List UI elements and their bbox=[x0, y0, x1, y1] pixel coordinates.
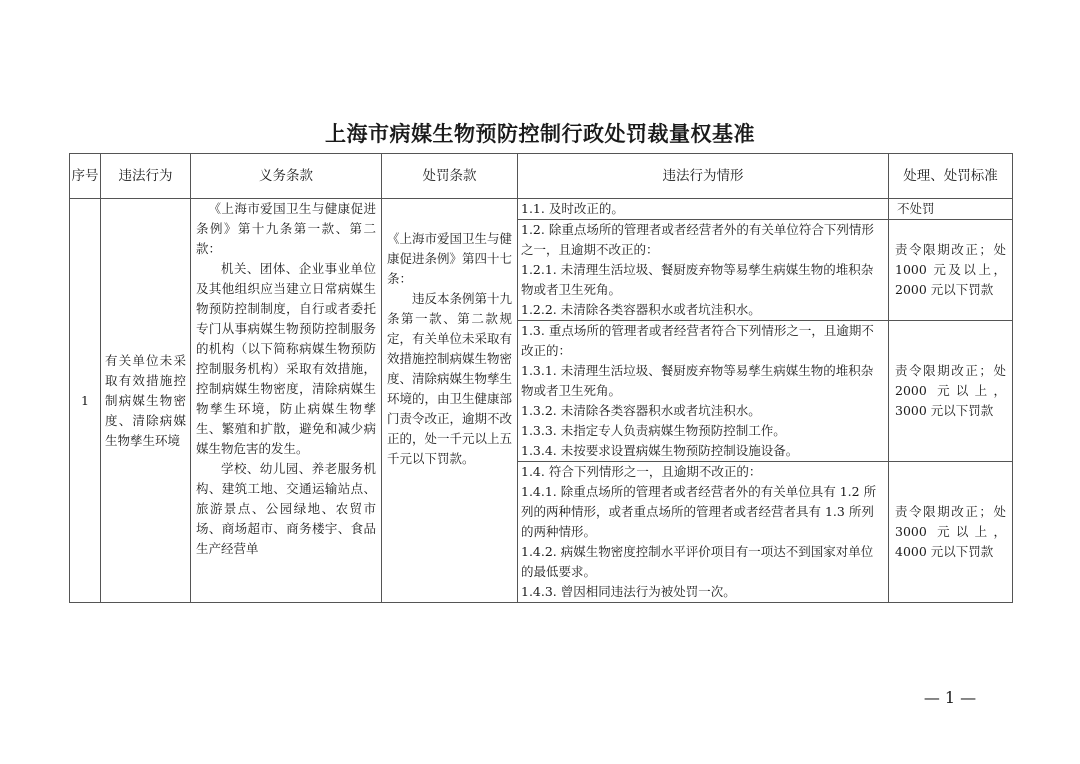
table-row bbox=[70, 199, 1013, 220]
circumstance-line: 1.4.3. 曾因相同违法行为被处罚一次。 bbox=[521, 584, 736, 599]
header-violation: 违法行为 bbox=[101, 154, 191, 199]
header-duty: 义务条款 bbox=[191, 154, 382, 199]
document-title: 上海市病媒生物预防控制行政处罚裁量权基准 bbox=[325, 122, 755, 146]
circumstance-line: 1.4. 符合下列情形之一，且逾期不改正的： bbox=[521, 464, 762, 479]
duty-paragraph-1: 《上海市爱国卫生与健康促进条例》第十九条第一款、第二款： bbox=[196, 201, 376, 256]
duty-paragraph-2: 机关、团体、企业事业单位及其他组织应当建立日常病媒生物预防控制制度，自行或者委托专门从事病媒生物预防控制服务的机构（以下简称病媒生物预防控制服务机构）采取有效措施，控制病媒生物密度，清除病媒生物孳生环境，防止病媒生物孳生、繁殖和扩散，避免和减少病媒生物危害的发生。 bbox=[196, 261, 376, 456]
penalty-table bbox=[69, 153, 1013, 603]
standard-cell-2: 责令限期改正；处 1000 元及以上，2000 元以下罚款 bbox=[889, 220, 1013, 321]
standard-cell-4: 责令限期改正；处3000 元以上，4000 元以下罚款 bbox=[889, 462, 1013, 603]
circumstance-cell-2 bbox=[518, 220, 889, 321]
page-number: — 1 — bbox=[923, 688, 977, 707]
circumstance-line: 1.3.1. 未清理生活垃圾、餐厨废弃物等易孳生病媒生物的堆积杂物或者卫生死角。 bbox=[521, 363, 874, 398]
circumstance-line: 1.2.1. 未清理生活垃圾、餐厨废弃物等易孳生病媒生物的堆积杂物或者卫生死角。 bbox=[521, 262, 874, 297]
circumstance-line: 1.2.2. 未清除各类容器积水或者坑洼积水。 bbox=[521, 302, 761, 317]
penalty-paragraph-2: 违反本条例第十九条第一款、第二款规定，有关单位未采取有效措施控制病媒生物密度、清除病媒生物孳生环境的，由卫生健康部门责令改正，逾期不改正的，处一千元以上五千元以下罚款。 bbox=[387, 291, 513, 466]
duty-paragraph-3: 学校、幼儿园、养老服务机构、建筑工地、交通运输站点、旅游景点、公园绿地、农贸市场、商场超市、商务楼宇、食品生产经营单 bbox=[196, 461, 376, 556]
row-duty-clause bbox=[191, 199, 382, 603]
header-penalty: 处罚条款 bbox=[382, 154, 518, 199]
standard-cell-3: 责令限期改正；处2000 元以上，3000 元以下罚款 bbox=[889, 321, 1013, 462]
circumstance-line: 1.4.2. 病媒生物密度控制水平评价项目有一项达不到国家对单位的最低要求。 bbox=[521, 544, 874, 579]
header-standard: 处理、处罚标准 bbox=[889, 154, 1013, 199]
circumstance-cell-3 bbox=[518, 321, 889, 462]
circumstance-line: 1.1. 及时改正的。 bbox=[521, 201, 624, 216]
penalty-paragraph-1: 《上海市爱国卫生与健康促进条例》第四十七条： bbox=[387, 231, 513, 286]
standard-cell-1: 不处罚 bbox=[889, 199, 1013, 220]
circumstance-line: 1.2. 除重点场所的管理者或者经营者外的有关单位符合下列情形之一，且逾期不改正的： bbox=[521, 222, 874, 257]
circumstance-cell-4 bbox=[518, 462, 889, 603]
circumstance-line: 1.3.2. 未清除各类容器积水或者坑洼积水。 bbox=[521, 403, 761, 418]
circumstance-cell-1 bbox=[518, 199, 889, 220]
header-circumstance: 违法行为情形 bbox=[518, 154, 889, 199]
circumstance-line: 1.3.4. 未按要求设置病媒生物预防控制设施设备。 bbox=[521, 443, 799, 458]
circumstance-line: 1.3. 重点场所的管理者或者经营者符合下列情形之一，且逾期不改正的： bbox=[521, 323, 874, 358]
row-seq: 1 bbox=[70, 199, 101, 603]
row-violation: 有关单位未采取有效措施控制病媒生物密度、清除病媒生物孳生环境 bbox=[101, 199, 191, 603]
row-penalty-clause bbox=[382, 199, 518, 603]
circumstance-line: 1.3.3. 未指定专人负责病媒生物预防控制工作。 bbox=[521, 423, 786, 438]
header-seq: 序号 bbox=[70, 154, 101, 199]
circumstance-line: 1.4.1. 除重点场所的管理者或者经营者外的有关单位具有 1.2 所列的两种情形，或者重点场所的管理者或者经营者具有 1.3 所列的两种情形。 bbox=[521, 484, 877, 539]
table-header-row bbox=[70, 154, 1013, 199]
